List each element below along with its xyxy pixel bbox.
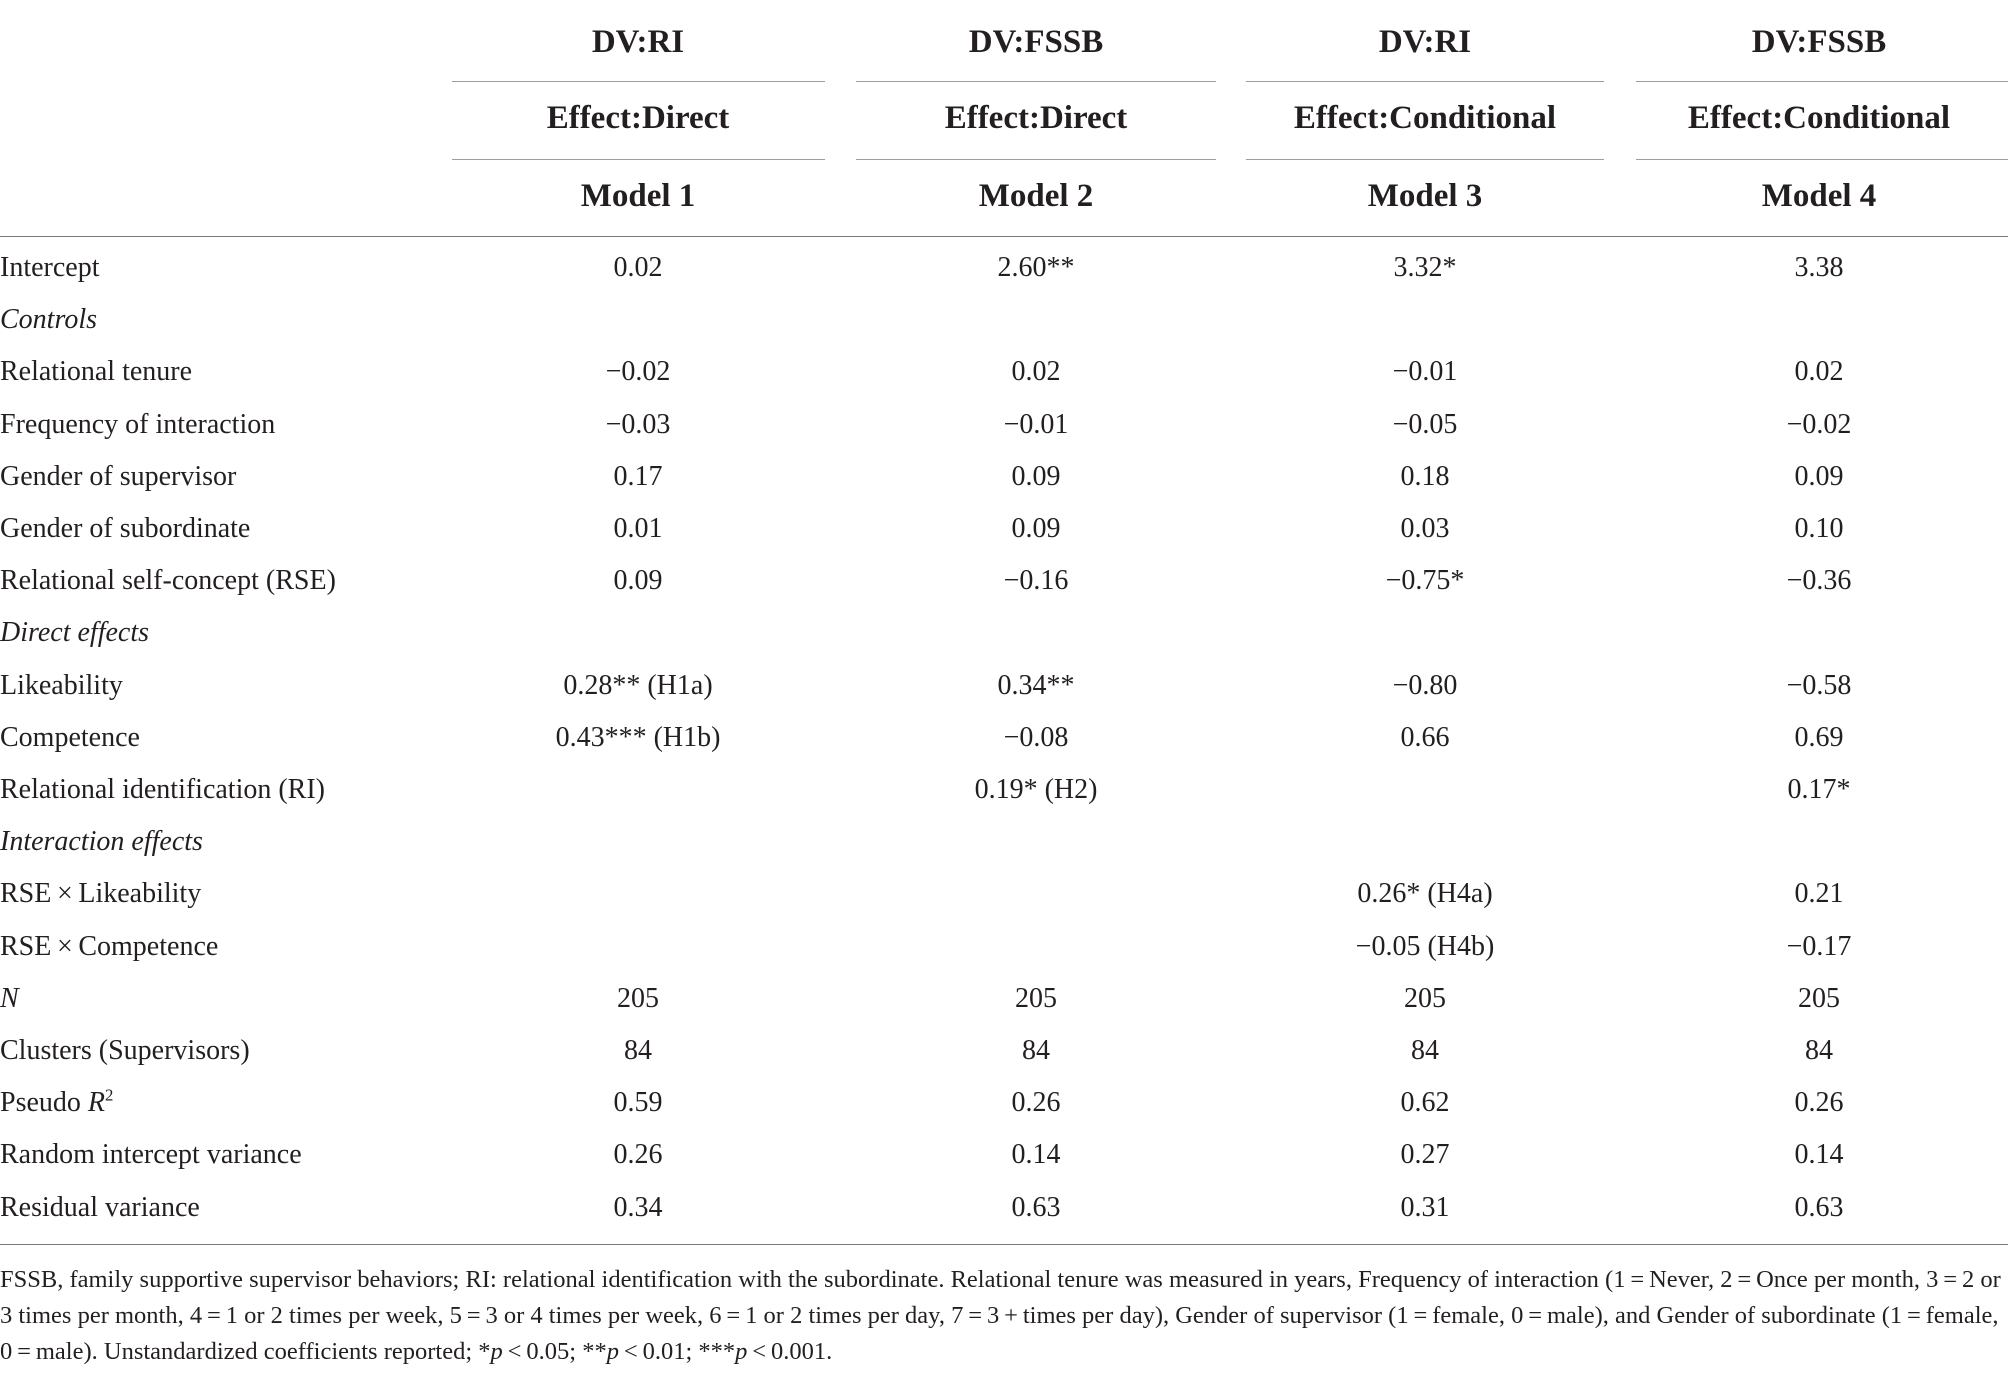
header-model3: Model 3 [1367,178,1483,214]
row-label-text: Competence [0,722,140,753]
cell-model3: −0.01 [1392,356,1458,387]
header-effect-model3: Effect:Conditional [1293,100,1557,136]
row-label-text: Intercept [0,252,100,283]
cell-model2: 0.09 [1011,461,1061,492]
cell-model2: 0.02 [1011,356,1061,387]
row-label [0,929,218,965]
cell-model3: 0.62 [1400,1087,1450,1118]
header-dv-model4: DV:FSSB [1751,24,1887,60]
cell-model2: 205 [1015,983,1057,1014]
row-label [0,615,149,651]
header-dv-model1: DV:RI [591,24,685,60]
cell-model4: 0.14 [1794,1139,1844,1170]
cell-model1: 0.43*** (H1b) [555,722,721,753]
cell-model3: −0.05 (H4b) [1355,931,1495,962]
header-model1: Model 1 [580,178,696,214]
row-label [0,1190,200,1226]
header-effect-model2: Effect:Direct [944,100,1128,136]
row-label-text: Clusters (Supervisors) [0,1035,250,1066]
table-row [0,764,2008,816]
cell-model3: −0.05 [1392,409,1458,440]
row-label-text: RSE × Competence [0,931,219,962]
header-model4: Model 4 [1761,178,1877,214]
row-label [0,772,325,808]
row-label [0,720,140,756]
cell-model2: 0.14 [1011,1139,1061,1170]
cell-model2: −0.16 [1003,565,1069,596]
cell-model1: 0.02 [613,252,663,283]
table-row [0,712,2008,764]
cell-model2: 0.19* (H2) [974,774,1098,805]
cell-model3: 205 [1404,983,1446,1014]
table-row [0,1025,2008,1077]
cell-model4: 0.26 [1794,1087,1844,1118]
row-label-text: Interaction effects [0,826,203,857]
cell-model3: −0.80 [1392,670,1458,701]
row-label [0,511,250,547]
header-divider [452,159,825,160]
row-label [0,563,336,599]
cell-model2: 0.63 [1011,1192,1061,1223]
cell-model4: 0.09 [1794,461,1844,492]
cell-model4: 0.69 [1794,722,1844,753]
row-label [0,459,236,495]
cell-model4: 3.38 [1794,252,1844,283]
cell-model2: 0.26 [1011,1087,1061,1118]
cell-model4: −0.02 [1786,409,1852,440]
footnote-p-symbol: p [606,1338,619,1365]
header-effect-model4: Effect:Conditional [1687,100,1951,136]
cell-model1: 205 [617,983,659,1014]
table-row [0,1077,2008,1129]
header-divider [1246,159,1604,160]
cell-model1: 0.28** (H1a) [563,670,713,701]
table-row [0,242,2008,294]
row-label [0,981,19,1017]
cell-model2: −0.01 [1003,409,1069,440]
table-row [0,1182,2008,1234]
row-label [0,1137,302,1173]
cell-model4: 0.63 [1794,1192,1844,1223]
cell-model4: 0.17* [1787,774,1851,805]
footnote-p-symbol: p [735,1338,748,1365]
header-dv-model3: DV:RI [1378,24,1472,60]
row-label [0,407,275,443]
cell-model1: 0.01 [613,513,663,544]
cell-model1: 0.59 [613,1087,663,1118]
table-bottom-rule [0,1244,2008,1245]
header-divider [1636,81,2008,82]
cell-model3: 3.32* [1393,252,1457,283]
row-label-text: Relational tenure [0,356,193,387]
cell-model3: 0.18 [1400,461,1450,492]
table-row [0,868,2008,920]
cell-model4: 84 [1805,1035,1833,1066]
row-label-text: Random intercept variance [0,1139,302,1170]
table-row [0,555,2008,607]
cell-model2: 0.09 [1011,513,1061,544]
table-footnote [0,1262,2004,1370]
header-bottom-rule [0,236,2008,237]
cell-model3: 0.26* (H4a) [1357,878,1493,909]
cell-model4: −0.17 [1786,931,1852,962]
row-label-text: Relational identification (RI) [0,774,326,805]
table-row [0,1129,2008,1181]
row-label [0,250,100,286]
row-label-superscript: 2 [105,1085,114,1105]
row-label-text: Likeability [0,670,123,701]
row-label-text: RSE × Likeability [0,878,202,909]
header-dv-model2: DV:FSSB [968,24,1104,60]
table-row [0,816,2008,868]
row-label-text: Pseudo R [0,1087,106,1118]
table-row [0,607,2008,659]
row-label-text: Frequency of interaction [0,409,276,440]
cell-model4: −0.58 [1786,670,1852,701]
cell-model2: 0.34** [997,670,1075,701]
row-label [0,1085,113,1121]
cell-model4: −0.36 [1786,565,1852,596]
header-divider [856,159,1216,160]
table-row [0,973,2008,1025]
header-divider [1636,159,2008,160]
row-label-text: Residual variance [0,1192,200,1223]
table-row [0,399,2008,451]
footnote-text: < 0.001. [747,1338,833,1365]
row-label-text: Controls [0,304,97,335]
row-label [0,1033,250,1069]
footnote-text: FSSB, family supportive supervisor behaviors; RI: relational identification with the subordinate. Relational tenure was measured in years, Frequency of interaction (1 = Never, 2 = Once per month, 3 = 2 or 3 times per month, 4 = 1 or 2 times per week, 5 = 3 or 4 times per week, 6 = 1 or 2 times per day, 7 = 3 + times per day), Gender of supervisor (1 = female, 0 = male), and Gender of subordinate (1 = female, 0 = male). Unstandardized coefficients reported; * [0,1266,2001,1365]
cell-model4: 205 [1798,983,1840,1014]
cell-model1: 0.26 [613,1139,663,1170]
cell-model2: −0.08 [1003,722,1069,753]
table-row [0,660,2008,712]
table-row [0,451,2008,503]
cell-model3: 84 [1411,1035,1439,1066]
row-label-text: Direct effects [0,617,150,648]
cell-model2: 84 [1022,1035,1050,1066]
cell-model1: 0.09 [613,565,663,596]
cell-model1: 84 [624,1035,652,1066]
cell-model1: 0.34 [613,1192,663,1223]
header-model2: Model 2 [978,178,1094,214]
row-label-text: N [0,983,19,1014]
table-row [0,503,2008,555]
table-row [0,921,2008,973]
cell-model1: −0.03 [605,409,671,440]
cell-model3: 0.27 [1400,1139,1450,1170]
cell-model3: 0.03 [1400,513,1450,544]
footnote-text: < 0.05; ** [502,1338,607,1365]
row-label [0,354,192,390]
header-divider [452,81,825,82]
cell-model3: 0.31 [1400,1192,1450,1223]
header-effect-model1: Effect:Direct [546,100,730,136]
cell-model2: 2.60** [997,252,1075,283]
cell-model1: −0.02 [605,356,671,387]
table-row [0,294,2008,346]
footnote-p-symbol: p [490,1338,503,1365]
row-label-text: Gender of subordinate [0,513,251,544]
cell-model4: 0.10 [1794,513,1844,544]
cell-model3: −0.75* [1385,565,1465,596]
cell-model4: 0.02 [1794,356,1844,387]
row-label [0,668,123,704]
cell-model4: 0.21 [1794,878,1844,909]
row-label [0,876,201,912]
row-label [0,824,203,860]
footnote-text: < 0.01; *** [618,1338,736,1365]
row-label-text: Gender of supervisor [0,461,237,492]
row-label [0,302,97,338]
row-label-text: Relational self-concept (RSE) [0,565,336,596]
cell-model1: 0.17 [613,461,663,492]
header-divider [1246,81,1604,82]
table-row [0,346,2008,398]
cell-model3: 0.66 [1400,722,1450,753]
header-divider [856,81,1216,82]
